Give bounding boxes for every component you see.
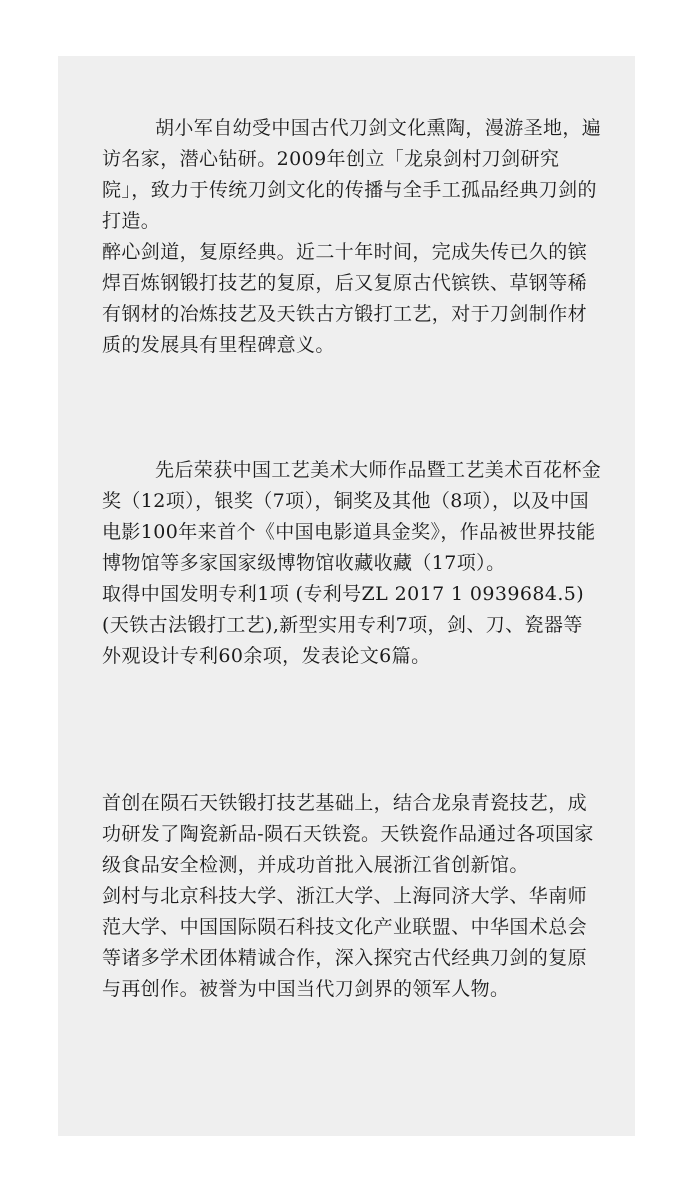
- section-1-paragraph-2: 醉心剑道，复原经典。近二十年时间，完成失传已久的镔焊百炼钢锻打技艺的复原，后又复原古代镔铁、草钢等稀有钢材的冶炼技艺及天铁古方锻打工艺，对于刀剑制作材质的发展具有里程碑意义。: [102, 241, 588, 356]
- section-2-paragraph-1: 先后荣获中国工艺美术大师作品暨工艺美术百花杯金奖（12项），银奖（7项），铜奖及其他（8项），以及中国电影100年来首个《中国电影道具金奖》，作品被世界技能博物馆等多家国家级博物馆收藏收藏（17项）。: [102, 459, 602, 574]
- section-1: [102, 113, 602, 361]
- section-3-paragraph-1: 首创在陨石天铁锻打技艺基础上，结合龙泉青瓷技艺，成功研发了陶瓷新品-陨石天铁瓷。天铁瓷作品通过各项国家级食品安全检测，并成功首批入展浙江省创新馆。: [102, 792, 594, 876]
- section-2: [102, 455, 602, 672]
- section-1-paragraph-1: 胡小军自幼受中国古代刀剑文化熏陶，漫游圣地，遍访名家，潜心钻研。2009年创立「龙泉剑村刀剑研究院」，致力于传统刀剑文化的传播与全手工孤品经典刀剑的打造。: [102, 117, 602, 232]
- section-2-paragraph-2: 取得中国发明专利1项 (专利号ZL 2017 1 0939684.5)(天铁古法锻打工艺),新型实用专利7项，剑、刀、瓷器等外观设计专利60余项，发表论文6篇。: [102, 583, 585, 667]
- section-3: [102, 788, 602, 1005]
- section-3-paragraph-2: 剑村与北京科技大学、浙江大学、上海同济大学、华南师范大学、中国国际陨石科技文化产业联盟、中华国术总会等诸多学术团体精诚合作，深入探究古代经典刀剑的复原与再创作。被誉为中国当代刀剑界的领军人物。: [102, 885, 588, 1000]
